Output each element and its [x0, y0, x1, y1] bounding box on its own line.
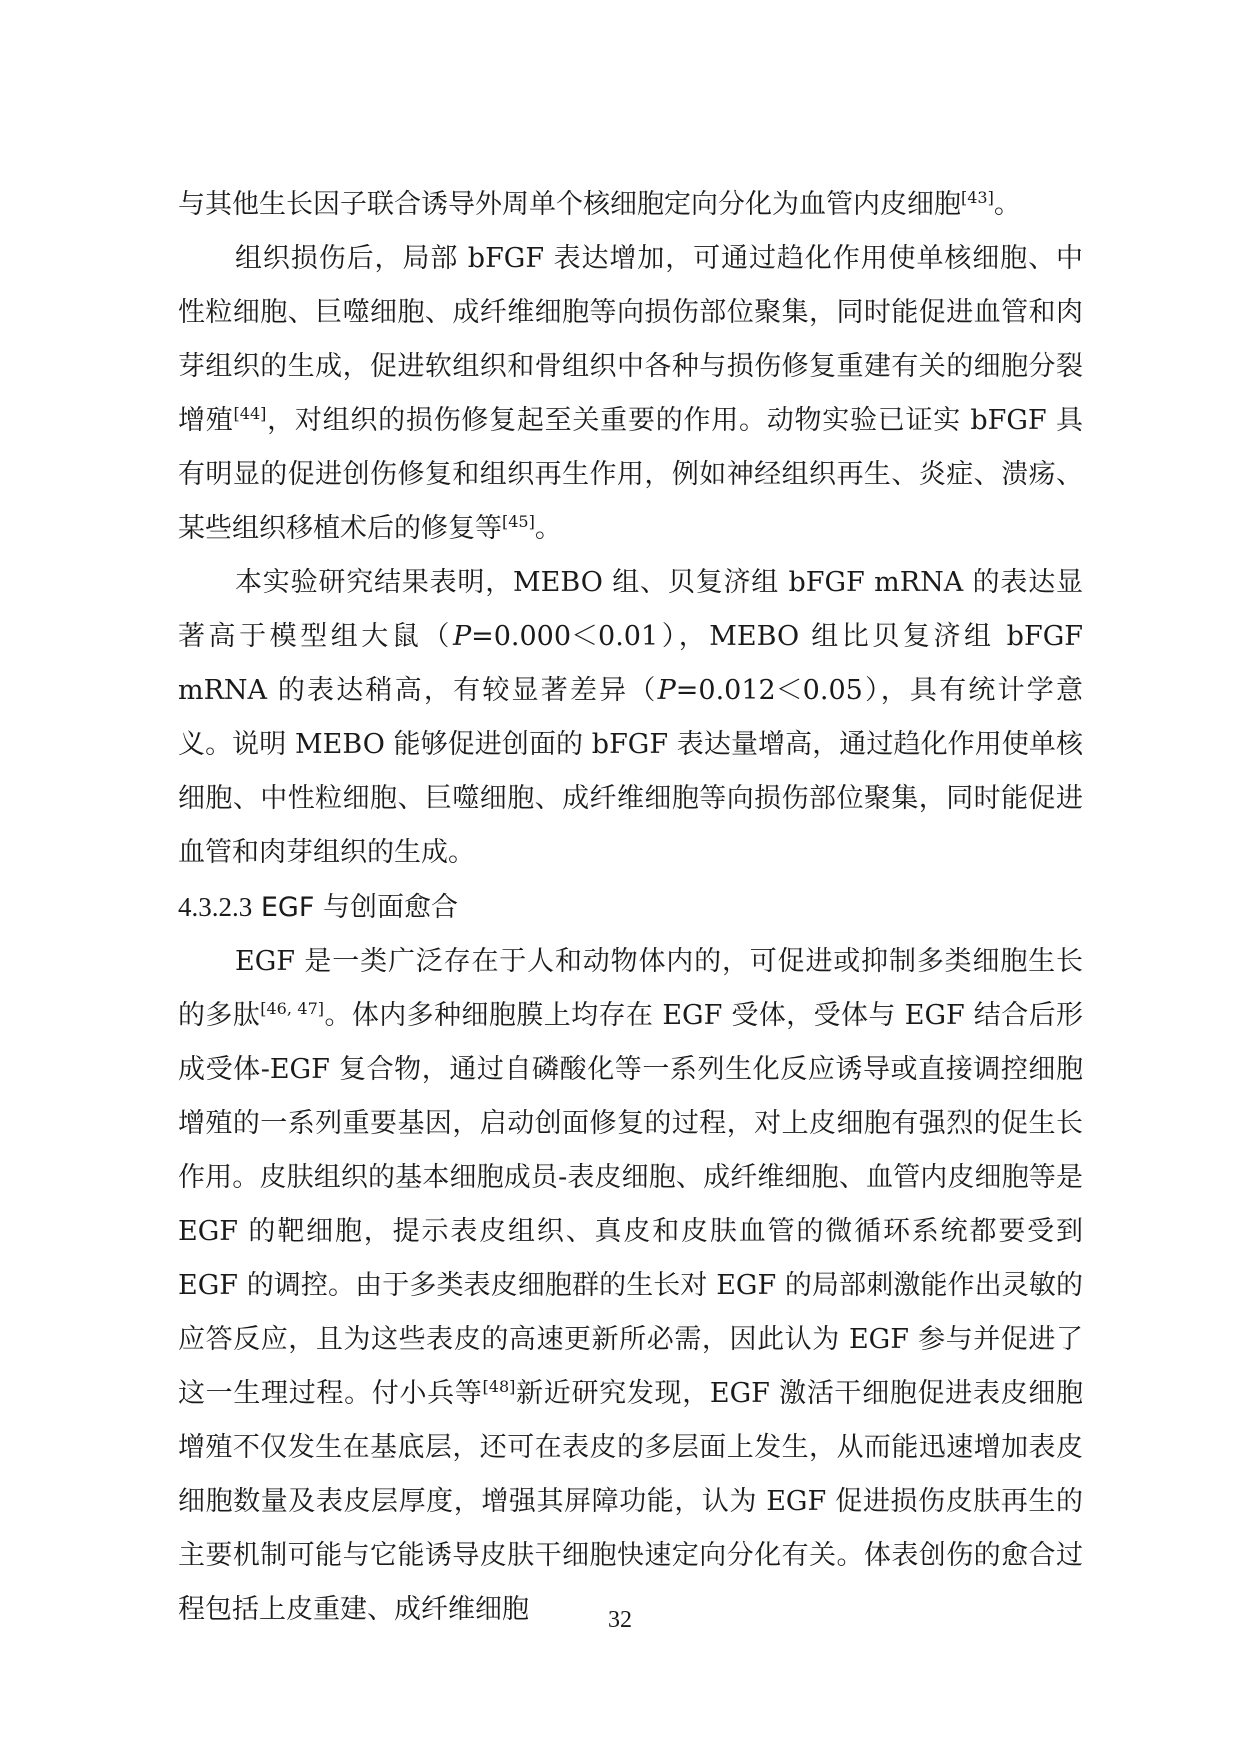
- page-body: [178, 178, 1083, 1637]
- citation-45: [45]: [502, 512, 535, 531]
- paragraph-text: ，对组织的损伤修复起至关重要的作用。动物实验已证实 bFGF 具有明显的促进创伤修复和组织再生作用，例如神经组织再生、炎症、溃疡、某些组织移植术后的修复等: [178, 405, 1084, 544]
- paragraph-text: =0.000＜0.01），MEBO 组比贝复济组 bFGF mRNA 的表达稍高，有较显著差异（: [178, 621, 1083, 706]
- paragraph-3: [178, 556, 1083, 880]
- paragraph-1: [178, 178, 1083, 232]
- paragraph-text: 组织损伤后，局部 bFGF 表达增加，可通过趋化作用使单核细胞、中性粒细胞、巨噬细胞、成纤维细胞等向损伤部位聚集，同时能促进血管和肉芽组织的生成，促进软组织和骨组织中各种与损伤修复重建有关的细胞分裂增殖: [178, 243, 1083, 436]
- paragraph-text: EGF 是一类广泛存在于人和动物体内的，可促进或抑制多类细胞生长的多肽: [178, 946, 1083, 1031]
- citation-44: [44]: [233, 404, 267, 423]
- section-number: 4.3.2.3: [178, 892, 253, 922]
- paragraph-text: =0.012＜0.05），具有统计学意义。说明 MEBO 能够促进创面的 bFGF 表达量增高，通过趋化作用使单核细胞、中性粒细胞、巨噬细胞、成纤维细胞等向损伤部位聚集，同时能促进血管和肉芽组织的生成。: [178, 675, 1083, 868]
- paragraph-text: 。: [993, 189, 1021, 220]
- p-value-symbol: P: [657, 675, 676, 706]
- citation-48: [48]: [482, 1377, 516, 1396]
- paragraph-text: 。体内多种细胞膜上均存在 EGF 受体，受体与 EGF 结合后形成受体-EGF 复合物，通过自磷酸化等一系列生化反应诱导或直接调控细胞增殖的一系列重要基因，启动创面修复的过程，对上皮细胞有强烈的促生长作用。皮肤组织的基本细胞成员-表皮细胞、成纤维细胞、血管内皮细胞等是 EGF 的靶细胞，提示表皮组织、真皮和皮肤血管的微循环系统都要受到 EGF 的调控。由于多类表皮细胞群的生长对 EGF 的局部刺激能作出灵敏的应答反应，且为这些表皮的高速更新所必需，因此认为 EGF 参与并促进了这一生理过程。付小兵等: [178, 1000, 1084, 1409]
- paragraph-text: 。: [534, 513, 562, 544]
- page-number: 32: [608, 1607, 632, 1633]
- section-title: EGF 与创面愈合: [260, 892, 458, 923]
- paragraph-text: 本实验研究结果表明，MEBO 组、贝复济组 bFGF mRNA 的表达显著高于模型组大鼠（: [178, 567, 1083, 652]
- citation-46-47: [46, 47]: [260, 999, 325, 1018]
- citation-43: [43]: [961, 188, 994, 207]
- paragraph-2: [178, 232, 1083, 556]
- paragraph-text: 与其他生长因子联合诱导外周单个核细胞定向分化为血管内皮细胞: [178, 189, 961, 220]
- p-value-symbol: P: [452, 621, 472, 652]
- paragraph-4: [178, 935, 1083, 1637]
- section-heading: [178, 880, 1083, 935]
- paragraph-text: 新近研究发现，EGF 激活干细胞促进表皮细胞增殖不仅发生在基底层，还可在表皮的多层面上发生，从而能迅速增加表皮细胞数量及表皮层厚度，增强其屏障功能，认为 EGF 促进损伤皮肤再生的主要机制可能与它能诱导皮肤干细胞快速定向分化有关。体表创伤的愈合过程包括上皮重建、成纤维细胞: [178, 1378, 1084, 1625]
